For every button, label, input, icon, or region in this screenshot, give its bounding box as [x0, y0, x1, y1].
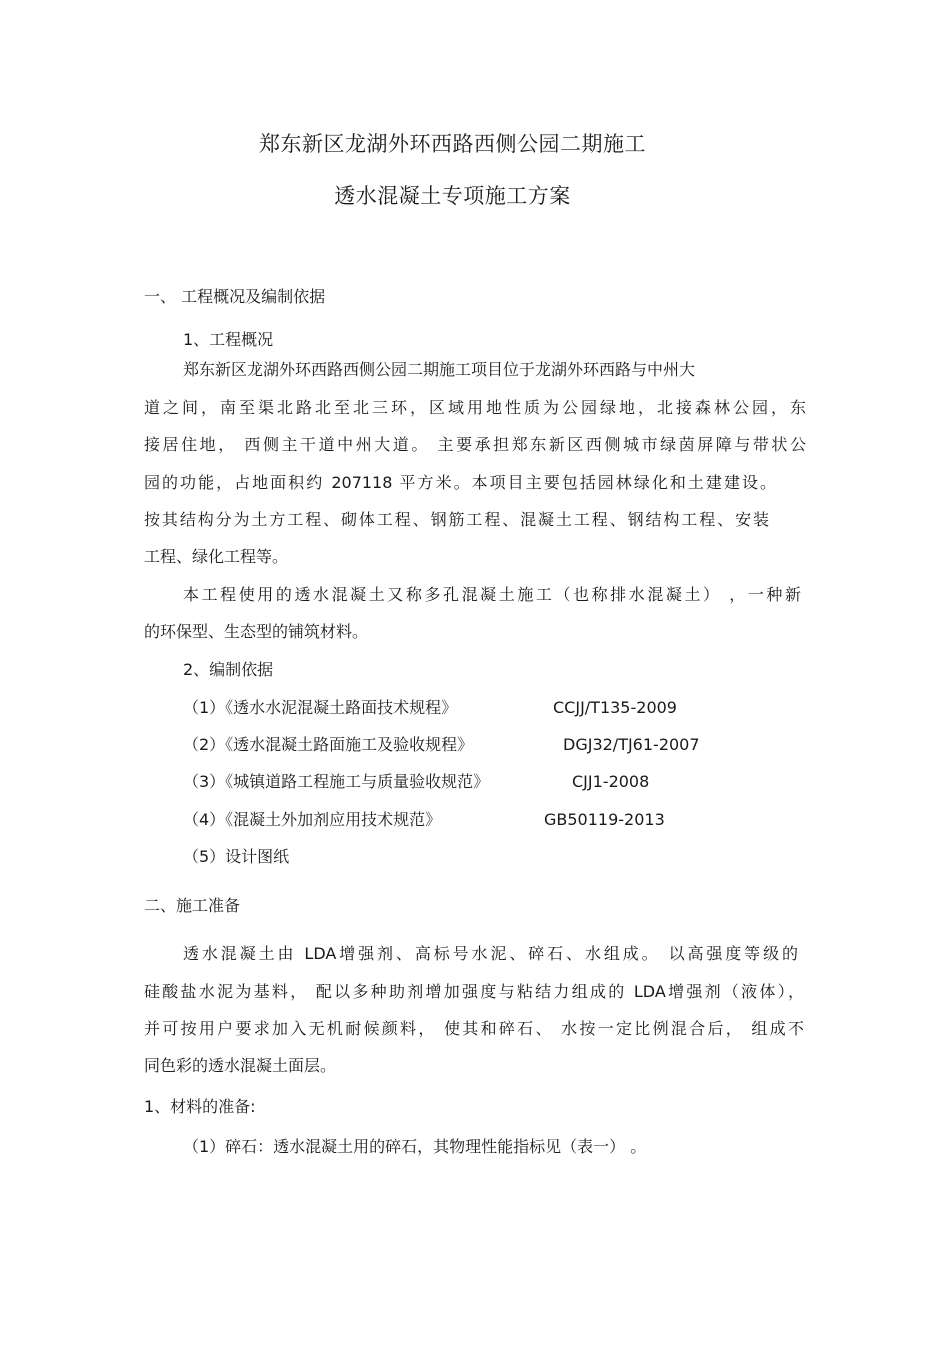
paragraph-line: 硅酸盐水泥为基料， 配以多种助剂增加强度与粘结力组成的 LDA增强剂（液体），: [144, 982, 804, 1001]
section-1-heading: 一、 工程概况及编制依据: [144, 287, 326, 306]
paragraph-line: 接居住地， 西侧主干道中州大道。 主要承担郑东新区西侧城市绿茵屏障与带状公: [144, 435, 806, 454]
reference-item-code: CJJ1-2008: [572, 772, 650, 791]
paragraph-line: 按其结构分为土方工程、砌体工程、钢筋工程、混凝土工程、钢结构工程、安装: [144, 510, 769, 529]
reference-item-code: CCJJ/T135-2009: [553, 698, 677, 717]
section-2-heading: 二、施工准备: [144, 896, 241, 915]
reference-item-code: DGJ32/TJ61-2007: [563, 735, 700, 754]
paragraph-line: 的环保型、生态型的铺筑材料。: [144, 622, 369, 641]
material-item: （1）碎石：透水混凝土用的碎石，其物理性能指标见（表一） 。: [183, 1137, 647, 1156]
subsection-1-2-heading: 2、编制依据: [183, 660, 274, 679]
paragraph-line: 并可按用户要求加入无机耐候颜料， 使其和碎石、 水按一定比例混合后， 组成不: [144, 1019, 804, 1038]
paragraph-line: 道之间，南至渠北路北至北三环，区域用地性质为公园绿地，北接森林公园，东: [144, 398, 806, 417]
reference-item-label: （4）《混凝土外加剂应用技术规范》: [183, 810, 442, 829]
paragraph-line: 同色彩的透水混凝土面层。: [144, 1056, 337, 1075]
reference-item-label: （3）《城镇道路工程施工与质量验收规范》: [183, 772, 490, 791]
reference-item-label: （2）《透水混凝土路面施工及验收规程》: [183, 735, 474, 754]
reference-item-label: （5）设计图纸: [183, 847, 290, 866]
subsection-1-1-heading: 1、工程概况: [183, 330, 274, 349]
reference-item-label: （1）《透水水泥混凝土路面技术规程》: [183, 698, 458, 717]
reference-item-code: GB50119-2013: [544, 810, 665, 829]
paragraph-line: 工程、绿化工程等。: [144, 547, 289, 566]
paragraph-line: 郑东新区龙湖外环西路西侧公园二期施工项目位于龙湖外环西路与中州大: [183, 360, 696, 379]
document-title-line-2: 透水混凝土专项施工方案: [334, 184, 571, 208]
paragraph-line: 本工程使用的透水混凝土又称多孔混凝土施工（也称排水混凝土） ，一种新: [183, 585, 801, 604]
subsection-2-1-heading: 1、材料的准备:: [144, 1097, 256, 1116]
paragraph-line: 园的功能，占地面积约 207118 平方米。本项目主要包括园林绿化和土建建设。: [144, 473, 776, 492]
paragraph-line: 透水混凝土由 LDA增强剂、高标号水泥、碎石、水组成。 以高强度等级的: [183, 944, 798, 963]
document-title-line-1: 郑东新区龙湖外环西路西侧公园二期施工: [259, 132, 646, 156]
